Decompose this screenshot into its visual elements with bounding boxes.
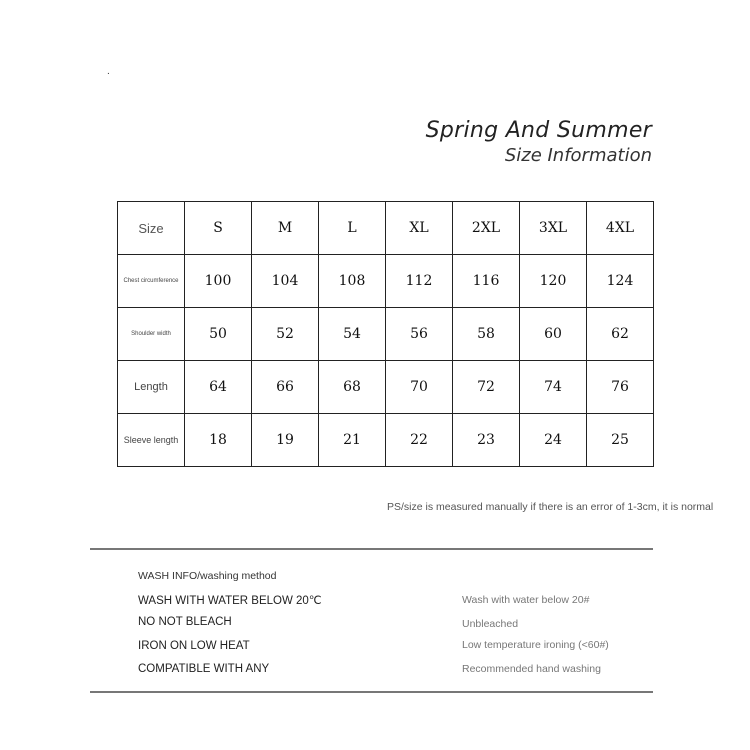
table-row: [118, 361, 654, 414]
header-cell-xl: XL: [386, 202, 453, 255]
table-cell: 19: [252, 414, 319, 467]
divider-top: [90, 548, 653, 550]
table-cell: 70: [386, 361, 453, 414]
table-cell: 62: [587, 308, 654, 361]
measurement-note: PS/size is measured manually if there is an error of 1-3cm, it is normal: [387, 501, 714, 513]
table-cell: 104: [252, 255, 319, 308]
row-label: Sleeve length: [118, 414, 185, 467]
header-cell-l: L: [319, 202, 386, 255]
divider-bottom: [90, 691, 653, 693]
table-cell: 22: [386, 414, 453, 467]
table-cell: 116: [453, 255, 520, 308]
table-row: [118, 414, 654, 467]
wash-translation: Recommended hand washing: [462, 663, 601, 675]
table-row: [118, 308, 654, 361]
wash-translation: Unbleached: [462, 618, 519, 630]
wash-instruction: IRON ON LOW HEAT: [138, 640, 250, 652]
header-cell-2xl: 2XL: [453, 202, 520, 255]
size-table: [117, 201, 654, 467]
row-label: Length: [118, 361, 185, 414]
table-cell: 18: [185, 414, 252, 467]
header-cell-s: S: [185, 202, 252, 255]
table-cell: 56: [386, 308, 453, 361]
header-cell-size: Size: [118, 202, 185, 255]
row-label: Shoulder width: [118, 308, 185, 361]
table-cell: 100: [185, 255, 252, 308]
table-cell: 52: [252, 308, 319, 361]
row-label: Chest circumference: [118, 255, 185, 308]
table-cell: 120: [520, 255, 587, 308]
table-cell: 21: [319, 414, 386, 467]
title-line-2: Size Information: [504, 145, 652, 166]
wash-info-heading: WASH INFO/washing method: [138, 570, 277, 582]
table-cell: 72: [453, 361, 520, 414]
table-cell: 58: [453, 308, 520, 361]
table-cell: 76: [587, 361, 654, 414]
table-cell: 50: [185, 308, 252, 361]
table-cell: 64: [185, 361, 252, 414]
table-cell: 108: [319, 255, 386, 308]
title-line-1: Spring And Summer: [425, 118, 652, 143]
decorative-dot: .: [107, 66, 110, 77]
wash-instruction: WASH WITH WATER BELOW 20℃: [138, 595, 322, 607]
wash-instruction: COMPATIBLE WITH ANY: [138, 663, 270, 675]
table-header-row: [118, 202, 654, 255]
header-cell-m: M: [252, 202, 319, 255]
title-block: [426, 118, 652, 166]
table-cell: 24: [520, 414, 587, 467]
wash-translation: Wash with water below 20#: [462, 594, 590, 606]
table-cell: 68: [319, 361, 386, 414]
table-cell: 112: [386, 255, 453, 308]
wash-translation: Low temperature ironing (<60#): [462, 639, 609, 651]
table-cell: 74: [520, 361, 587, 414]
table-row: [118, 255, 654, 308]
table-cell: 54: [319, 308, 386, 361]
table-cell: 25: [587, 414, 654, 467]
table-cell: 124: [587, 255, 654, 308]
table-cell: 66: [252, 361, 319, 414]
header-cell-4xl: 4XL: [587, 202, 654, 255]
header-cell-3xl: 3XL: [520, 202, 587, 255]
table-cell: 23: [453, 414, 520, 467]
wash-instruction: NO NOT BLEACH: [138, 616, 232, 628]
table-cell: 60: [520, 308, 587, 361]
